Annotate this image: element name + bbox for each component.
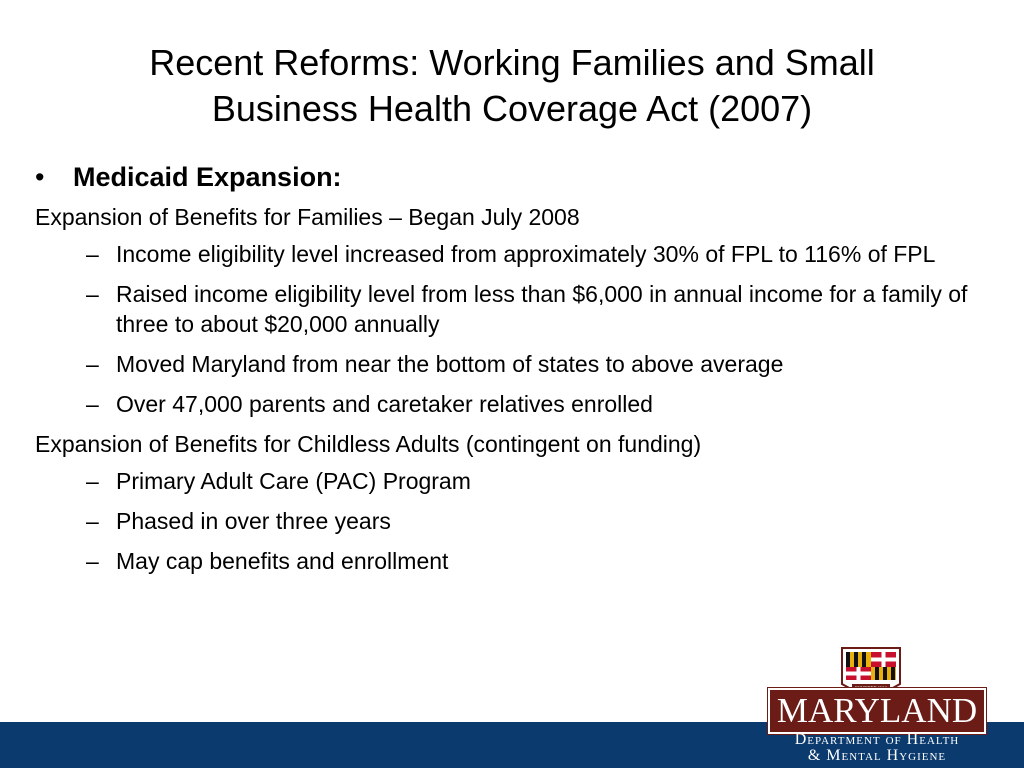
list-item xyxy=(35,279,976,339)
bullet-glyph: • xyxy=(35,162,45,192)
dash-glyph: – xyxy=(86,548,99,574)
list-item-text: Raised income eligibility level from less than $6,000 in annual income for a family of three to about $20,000 annually xyxy=(116,281,968,337)
section-label-childless-adults: Expansion of Benefits for Childless Adults (contingent on funding) xyxy=(35,431,702,457)
list-item xyxy=(35,466,976,496)
list-item xyxy=(35,546,976,576)
slide-title xyxy=(40,40,984,132)
list-item xyxy=(35,389,976,419)
list-item xyxy=(35,349,976,379)
department-name xyxy=(770,732,984,764)
bullet-heading xyxy=(35,160,995,194)
title-line-1: Recent Reforms: Working Families and Small xyxy=(149,42,875,83)
dash-glyph: – xyxy=(86,508,99,534)
list-item-text: Income eligibility level increased from approximately 30% of FPL to 116% of FPL xyxy=(116,241,936,267)
department-line-2: & Mental Hygiene xyxy=(807,747,947,764)
list-item-text: May cap benefits and enrollment xyxy=(116,548,449,574)
dash-glyph: – xyxy=(86,241,99,267)
title-line-2: Business Health Coverage Act (2007) xyxy=(211,88,813,129)
heading-text: Medicaid Expansion: xyxy=(73,162,342,192)
list-item-text: Primary Adult Care (PAC) Program xyxy=(116,468,471,494)
dash-glyph: – xyxy=(86,468,99,494)
dash-glyph: – xyxy=(86,391,99,417)
slide-body xyxy=(35,160,995,586)
dash-glyph: – xyxy=(86,281,99,307)
list-item-text: Phased in over three years xyxy=(116,508,391,534)
department-line-1: Department of Health xyxy=(794,731,960,748)
dash-glyph: – xyxy=(86,351,99,377)
list-item xyxy=(35,239,976,269)
list-item xyxy=(35,506,976,536)
list-item-text: Over 47,000 parents and caretaker relatives enrolled xyxy=(116,391,653,417)
list-item-text: Moved Maryland from near the bottom of states to above average xyxy=(116,351,784,377)
section-label-families: Expansion of Benefits for Families – Began July 2008 xyxy=(35,204,580,230)
maryland-wordmark: MARYLAND xyxy=(768,688,986,734)
